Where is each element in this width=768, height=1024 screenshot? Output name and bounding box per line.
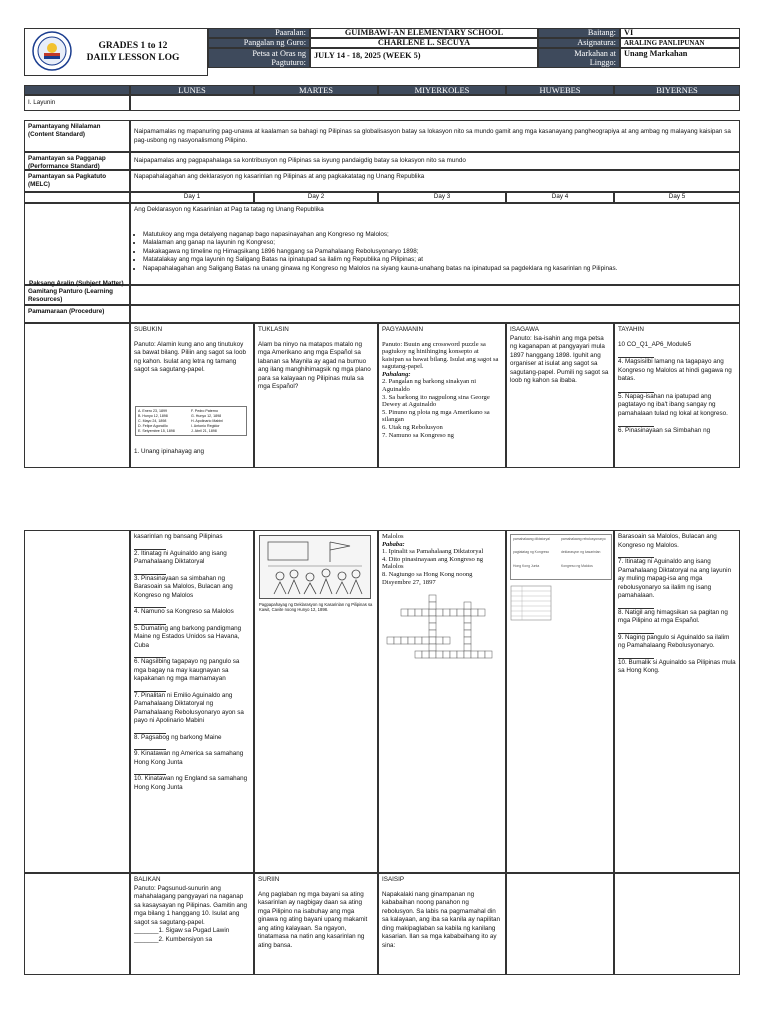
petsa-label: Petsa at Oras ng Pagtuturo: [208,48,310,68]
day-header-miyerkoles: MIYERKOLES [378,85,506,95]
declaration-illustration [259,535,371,599]
melc-text: Napapahalagahan ang deklarasyon ng kasarinlan ng Pilipinas at ang pagkakatatag ng Unang Republika [130,170,740,192]
procedure-content [130,305,740,323]
day-header-biyernes: BIYERNES [614,85,740,95]
page2-bottom-side-blank [24,873,130,975]
balikan-instructions: Panuto: Pagsunud-sunurin ang mahahalagang pangyayari na naganap sa kasaysayan ng Pilipinas. Gamitin ang mga bilang 1 hanggang 10. Isulat ang sagot sa sagutang-papel. [134,884,248,926]
crossword-cell [436,651,443,658]
subject-objectives-list [134,231,736,274]
crossword-cell [464,644,471,651]
list-item: 8. Pagsabog ng barkong Maine [134,733,222,741]
crossword-cell [457,609,464,616]
crossword-cell [387,637,394,644]
list-item: 2. Itinatag ni Aguinaldo ang isang Pamahalaang Diktatoryal [134,549,227,565]
suriin-text: Ang paglaban ng mga bayani sa ating kasarinlan ay nagbigay daan sa ating mga Pilipino na isabuhay ang mga ginawa ng ating bayani upang makamit ang ating kalayaan. Sa ngayon, tinatamasa na natin ang kasarinlan ng ating bansa. [258,890,368,949]
day-label-blank [24,192,130,203]
content-standard-text: Naipamamalas ng mapanuring pag-unawa at kaalaman sa bahagi ng Pilipinas sa globalisasyon batay sa lokasyon nito sa mundo gamit ang mga kasanayang pangheograpiya at ang ambag ng malayang kaisipan sa pag-usbong ng nasyonalismong Pilipino. [130,120,740,152]
organizer-box: pamahalaang diktatoryal pamahalaang rebolusyonaryo pagtatatag ng Kongreso deklarasyon ng kasarinlan Hong Kong Junta Kongreso ng Malolos [510,534,612,580]
list-item: _______1. Sigaw sa Pugad Lawin [134,927,230,934]
crossword-cell [464,637,471,644]
crossword-cell [415,609,422,616]
layunin-label: I. Layunin [24,95,130,111]
crossword-cell [415,637,422,644]
crossword-cell [457,651,464,658]
day-5-label: Day 5 [614,192,740,203]
list-item: 6. Nagsilbing tagapayo ng pangulo sa mga bagay na may kaugnayan sa kapakanan ng mga mamamayan [134,658,240,682]
days-header-blank [24,85,130,95]
subukin-instructions: Panuto: Alamin kung ano ang tinutukoy sa bawat bilang. Piliin ang sagot sa loob ng kahon. Isulat ang letra ng tamang sagot sa sagutang-papel. [134,340,247,373]
day-2-label: Day 2 [254,192,378,203]
petsa-value: JULY 14 - 18, 2025 (WEEK 5) [310,48,538,68]
list-item: 4. Namuno sa Kongreso sa Malolos [134,608,234,615]
huwebes-bottom-blank [506,873,614,975]
guro-label: Pangalan ng Guro: [208,38,310,48]
list-item: 4. Magsisilbi lamang na tagapayo ang Kongreso ng Malolos at hindi gagawa ng batas. [618,358,732,382]
performance-standard-label: Pamantayan sa Pagganap (Performance Standard) [24,152,130,170]
crossword-cell [429,595,436,602]
crossword-cell [429,623,436,630]
crossword-cell [450,609,457,616]
tuklasin-cell [254,323,378,468]
paaralan-value: GUIMBAWI-AN ELEMENTARY SCHOOL [310,28,538,38]
subukin-cell [130,323,254,468]
crossword-cell [450,651,457,658]
procedure-side-blank [24,323,130,468]
crossword-cell [422,651,429,658]
procedure-label: Pamamaraan (Procedure) [24,305,130,323]
pahalang-label: Pahalang: [382,370,411,378]
tayahin-continued-cell: Barasoain sa Malolos, Bulacan ang Kongreso ng Malolos. 7. Itinatag ni Aguinaldo ang isang Pamahalaang Diktatoryal na ang layunin ay muling mapag-isa ang mga rebolusyonaryo sa ilalim ng isang pamahalaan. 8. Natigil ang himagsikan sa pagitan ng mga Pilipino at mga Español. 9. Naging pangulo si Aguinaldo sa ilalim ng Pamahalaang Rebolusyonaryo. 10. Bumalik si Aguinaldo sa Pilipinas mula sa Hong Kong. [614,530,740,873]
list-item: 10. Kinatawan ng England sa samahang Hong Kong Junta [134,775,248,791]
crossword-cell [429,644,436,651]
learning-resources-content [130,285,740,305]
day-1-label: Day 1 [130,192,254,203]
list-item: • Makakagawa ng timeline ng Himagsikang 1896 hanggang sa Pamahalaang Rebolusyonaryo 1898; [143,248,736,257]
crossword-cell [443,651,450,658]
crossword-cell [471,651,478,658]
crossword-cell [429,602,436,609]
crossword-cell [485,651,492,658]
crossword-cell [429,630,436,637]
crossword-cell [408,609,415,616]
pagyamanin-instructions: Panuto: Buuin ang crossword puzzle sa pagtukoy ng hinihinging konsepto at kaisipan sa bawat bilang. Isulat ang sagot sa sagutang-papel. [382,340,499,371]
isagawa-continued-cell [506,530,614,873]
list-item: 5. Dumating ang barkong pandigmang Maine ng Estados Unidos sa Havana, Cuba [134,624,242,649]
asignatura-value: ARALING PANLIPUNAN [620,38,740,48]
isagawa-cell [506,323,614,468]
list-item: 5. Pinuno ng plota ng mga Amerikano sa silangan [382,408,490,424]
day-header-martes: MARTES [254,85,378,95]
subukin-choices-box: A. Enero 23, 1899 F. Pedro Paterno B. Hunyo 12, 1898 G. Hunyo 12, 1898 C. Mayo 24, 1898 H. Apolinario Mabini D. Felipe Agoncillo I. Antonio Regidor E. Setyembre 15, 1898 J. Abril 21, 1898 [135,406,247,436]
crossword-cell [429,609,436,616]
crossword-cell [464,609,471,616]
subject-title: Ang Deklarasyon ng Kasarinlan at Pag ta tatag ng Unang Republika [134,206,324,213]
timeline-organizer [510,585,570,625]
markahan-value: Unang Markahan [620,48,740,68]
pababa-label: Pababa: [382,540,405,548]
crossword-cell [415,651,422,658]
day-4-label: Day 4 [506,192,614,203]
balikan-title: BALIKAN [134,876,161,883]
list-item: 6. Pinasinayaan sa Simbahan ng [618,427,711,434]
markahan-label: Markahan at Linggo: [538,48,620,68]
crossword-cell [464,630,471,637]
tuklasin-continued-cell [254,530,378,873]
crossword-cell [471,609,478,616]
crossword-cell [422,609,429,616]
pagyamanin-continued-cell: Malolos Pababa: 1. Ipinalit sa Pamahalaang Diktatoryal 4. Dito pinasinayaan ang Kongreso ng Malolos 8. Nagtungo sa Hong Kong noong Disyembre 27, 1897 [378,530,506,873]
tayahin-code: 10 CO_Q1_AP6_Module5 [618,340,692,348]
paaralan-label: Paaralan: [208,28,310,38]
list-item: 8. Natigil ang himagsikan sa pagitan ng mga Pilipino at mga Español. [618,608,728,624]
list-item: 9. Kinatawan ng America sa samahang Hong Kong Junta [134,750,244,766]
list-item: 2. Pangalan ng barkong sinakyan ni Aguinaldo [382,378,477,394]
list-item: 7. Namuno sa Kongreso ng [382,431,454,439]
page2-side-blank [24,530,130,873]
list-item: _______2. Kumbensiyon sa [134,935,213,943]
pagyamanin-cell [378,323,506,468]
list-item: • Matatalakay ang mga layunin ng Saligang Batas na ipinatupad sa ilalim ng Republika ng Pilipinas; at [143,256,736,265]
crossword-cell [422,637,429,644]
baitang-value: VI [620,28,740,38]
tuklasin-text: Alam ba ninyo na matapos matalo ng mga Amerikano ang mga Español sa labanan sa Maynila ay agad na bumuo ang ilang manghihimagsik ng mga plano para sa kalayaan ng Pilipinas mula sa mga Español? [258,340,371,390]
list-item: • Matutukoy ang mga detalyeng naganap bago napasinayahan ang Kongreso ng Malolos; [143,231,736,240]
content-standard-label: Pamantayang Nilalaman (Content Standard) [24,120,130,152]
subject-matter-label: Paksang Aralin (Subject Matter) [29,280,124,287]
balikan-cell [130,873,254,975]
crossword-cell [478,651,485,658]
subukin-title: SUBUKIN [134,326,162,333]
list-item: 10. Bumalik si Aguinaldo sa Pilipinas mula sa Hong Kong. [618,658,736,674]
tayahin-cell [614,323,740,468]
biyernes-bottom-blank [614,873,740,975]
day-header-lunes: LUNES [130,85,254,95]
list-item: 8. Nagtungo sa Hong Kong noong Disyembre 27, 1897 [382,570,473,586]
crossword-cell [464,616,471,623]
isagawa-text: Panuto: Isa-isahin ang mga petsa ng kaganapan at pangyayari mula 1897 hanggang 1898. Iguhit ang organiser at isulat ang sagot sa sagutang-papel. Pumili ng sagot sa loob ng kahon sa ibaba. [510,334,609,384]
day-3-label: Day 3 [378,192,506,203]
layunin-content [130,95,740,111]
asignatura-label: Asignatura: [538,38,620,48]
crossword-cell [429,616,436,623]
crossword-cell [436,637,443,644]
crossword-cell [464,623,471,630]
list-item: 3. Pinasinayaan sa simbahan ng Barasoain sa Malolos, Bulacan ang Kongreso ng Malolos [134,574,233,599]
subject-matter-content [130,203,740,285]
subject-matter-label-cell [24,203,130,285]
guro-value: CHARLENE L. SECUYA [310,38,538,48]
crossword-cell [443,609,450,616]
crossword-cell [394,637,401,644]
list-item: • Napapahalagahan ang Saligang Batas na unang ginawa ng Kongreso ng Malolos na siyang kauna-unahang batas na ipinatupad sa pagdeklara ng kasarinlan ng Pilipinas. [143,265,736,274]
baitang-label: Baitang: [538,28,620,38]
header-logo-cell [24,28,208,76]
crossword-cell [436,609,443,616]
list-item: • Malalaman ang ganap na layunin ng Kongreso; [143,239,736,248]
crossword-cell [464,602,471,609]
melc-label: Pamantayan sa Pagkatuto (MELC) [24,170,130,192]
tuklasin-title: TUKLASIN [258,326,289,333]
list-item: 5. Napag-isahan na ipatupad ang pagtatayo ng iba't ibang sangay ng pamahalaan tulad ng lokal at kongreso. [618,392,728,417]
crossword-cell [429,651,436,658]
crossword-cell [478,609,485,616]
isaisip-cell [378,873,506,975]
list-item: 1. Ipinalit sa Pamahalaang Diktatoryal [382,548,484,556]
crossword-cell [401,637,408,644]
subukin-continued-cell: kasarinlan ng bansang Pilipinas 2. Itinatag ni Aguinaldo ang isang Pamahalaang Diktatoryal 3. Pinasinayaan sa simbahan ng Barasoain sa Malolos, Bulacan ang Kongreso ng Malolos 4. Namuno sa Kongreso sa Malolos 5. Dumating ang barkong pandigmang Maine ng Estados Unidos sa Havana, Cuba 6. Nagsilbing tagapayo ng pangulo sa mga bagay na may kaugnayan sa kapakanan ng mga mamamayan 7. Pinalitan ni Emilio Aguinaldo ang Pamahalaang Diktatoryal ng Pamahalaang Rebolusyonaryo ayon sa payo ni Apolinario Mabini 8. Pagsabog ng barkong Maine 9. Kinatawan ng America sa samahang Hong Kong Junta 10. Kinatawan ng England sa samahang Hong Kong Junta [130,530,254,873]
list-item: 7. Pinalitan ni Emilio Aguinaldo ang Pamahalaang Diktatoryal ng Pamahalaang Rebolusyonaryo ayon sa payo ni Apolinario Mabini [134,691,244,724]
list-item: 4. Dito pinasinayaan ang Kongreso ng Malolos [382,555,484,571]
list-item: 7. Itinatag ni Aguinaldo ang isang Pamahalaang Diktatoryal na ang layunin ay muling mapag-isa ang mga rebolusyonaryo sa ilalim ng isang pamahalaan. [618,558,732,599]
list-item: 6. Utak ng Rebolusyon [382,424,443,432]
performance-standard-text: Naipapamalas ang pagpapahalaga sa kontribusyon ng Pilipinas sa isyung pandaigdig batay sa lokasyon nito sa mundo [130,152,740,170]
isagawa-title: ISAGAWA [510,326,539,333]
crossword-cell [443,637,450,644]
isaisip-title: ISAISIP [382,876,405,883]
list-item: 9. Naging pangulo si Aguinaldo sa ilalim ng Pamahalaang Rebolusyonaryo. [618,633,730,649]
illustration-caption: Pagpapahayag ng Deklarasyon ng Kasarinlan ng Pilipinas sa Kawit, Cavite noong Hunyo 12, 1898. [259,602,373,612]
crossword-cell [408,637,415,644]
learning-resources-label: Gamitang Panturo (Learning Resources) [24,285,130,305]
day-header-huwebes: HUWEBES [506,85,614,95]
subukin-item-1: 1. Unang ipinahayag ang [134,448,205,455]
tayahin-title: TAYAHIN [618,326,644,333]
crossword-cell [429,637,436,644]
crossword-cell [401,609,408,616]
suriin-cell [254,873,378,975]
form-title: GRADES 1 to 12 DAILY LESSON LOG [86,41,180,63]
crossword-grid [383,593,501,661]
list-item: 3. Sa barkong ito nagpulong sina George Dewey at Aguinaldo [382,393,490,409]
isaisip-text: Napakalaki nang ginampanan ng kababaihan noong panahon ng rebolusyon. Sa labis na pagmamahal din sa kalayaan, ang iba sa kanila ay napilitan ding makipaglaban sa kabila ng kanilang kasarian. Ilan sa mga kababaihang ito ay sina: [382,890,500,949]
suriin-title: SURIIN [258,876,280,883]
crossword-cell [464,651,471,658]
pagyamanin-title: PAGYAMANIN [382,326,424,333]
